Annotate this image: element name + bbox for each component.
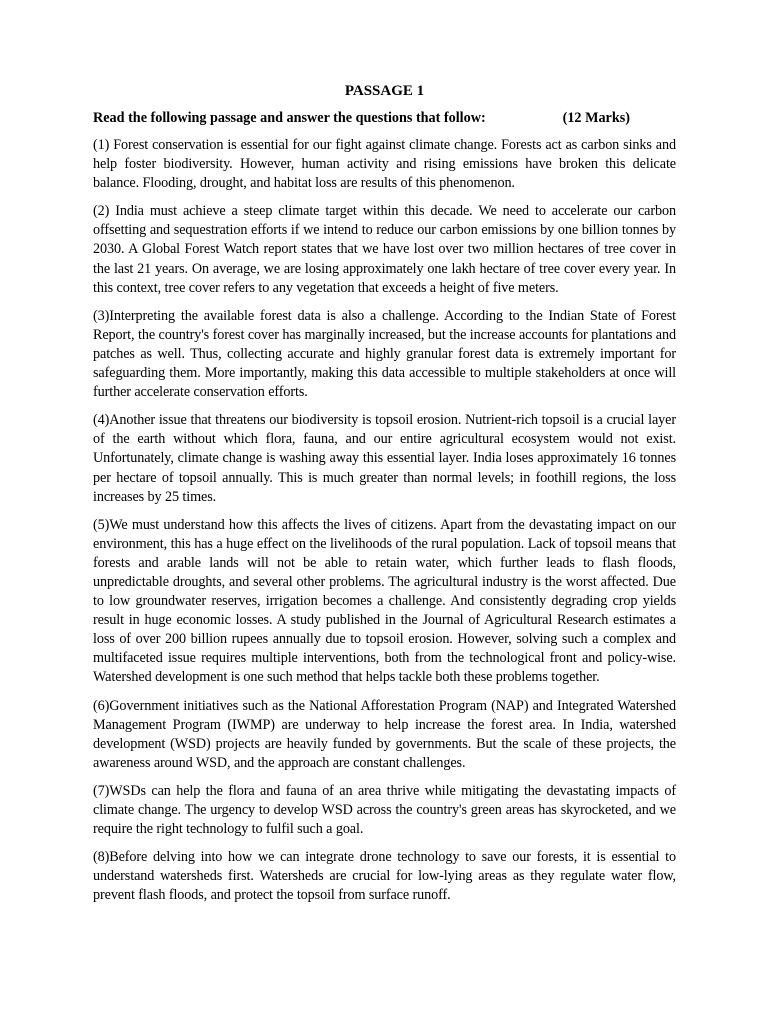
instruction-line xyxy=(93,109,676,128)
paragraph-1: (1) Forest conservation is essential for our fight against climate change. Forests act as carbon sinks and help foster biodiversity. However, human activity and rising emissions have broken this delicate balance. Flooding, drought, and habitat loss are results of this phenomenon. xyxy=(93,137,676,192)
paragraph-4: (4)Another issue that threatens our biodiversity is topsoil erosion. Nutrient-rich topsoil is a crucial layer of the earth without which flora, fauna, and our entire agricultural ecosystem would not exist. Unfortunately, climate change is washing away this essential layer. India loses approximately 16 tonnes per hectare of topsoil annually. This is much greater than normal levels; in foothill regions, the loss increases by 25 times. xyxy=(93,412,676,505)
passage-title: PASSAGE 1 xyxy=(344,83,425,99)
paragraph-8: (8)Before delving into how we can integrate drone technology to save our forests, it is essential to understand watersheds first. Watersheds are crucial for low-lying areas as they regulate water flow, prevent flash floods, and protect the topsoil from surface runoff. xyxy=(93,849,676,904)
paragraph-6: (6)Government initiatives such as the National Afforestation Program (NAP) and Integrated Watershed Management Program (IWMP) are underway to help increase the forest area. In India, watershed development (WSD) projects are heavily funded by governments. But the scale of these projects, the awareness around WSD, and the approach are constant challenges. xyxy=(93,697,676,771)
paragraph-7: (7)WSDs can help the flora and fauna of an area thrive while mitigating the devastating impacts of climate change. The urgency to develop WSD across the country's green areas has skyrocketed, and we require the right technology to fulfil such a goal. xyxy=(93,782,676,838)
marks-label: (12 Marks) xyxy=(562,110,630,126)
paragraph-3: (3)Interpreting the available forest data is also a challenge. According to the Indian State of Forest Report, the country's forest cover has marginally increased, but the increase accounts for plantations and patches as well. Thus, collecting accurate and highly granular forest data is extremely important for safeguarding them. More importantly, making this data accessible to multiple stakeholders at once will further accelerate conservation efforts. xyxy=(93,307,676,401)
paragraph-2: (2) India must achieve a steep climate target within this decade. We need to accelerate our carbon offsetting and sequestration efforts if we intend to reduce our carbon emissions by one billion tonnes by 2030. A Global Forest Watch report states that we have lost over two million hectares of tree cover in the last 21 years. On average, we are losing approximately one lakh hectare of tree cover every year. In this context, tree cover refers to any vegetation that exceeds a height of five meters. xyxy=(93,203,676,296)
paragraph-5: (5)We must understand how this affects the lives of citizens. Apart from the devastating impact on our environment, this has a huge effect on the livelihoods of the rural population. Lack of topsoil means that forests and arable lands will not be able to retain water, which further leads to flash floods, unpredictable droughts, and several other problems. The agricultural industry is the worst affected. Due to low groundwater reserves, irrigation becomes a challenge. And consistently degrading crop yields result in huge economic losses. A study published in the Journal of Agricultural Research estimates a loss of over 200 billion rupees annually due to topsoil erosion. However, solving such a complex and multifaceted issue requires multiple interventions, both from the technological front and policy-wise. Watershed development is one such method that helps tackle both these problems together. xyxy=(93,516,676,686)
instruction-text: Read the following passage and answer the questions that follow: xyxy=(93,110,486,126)
